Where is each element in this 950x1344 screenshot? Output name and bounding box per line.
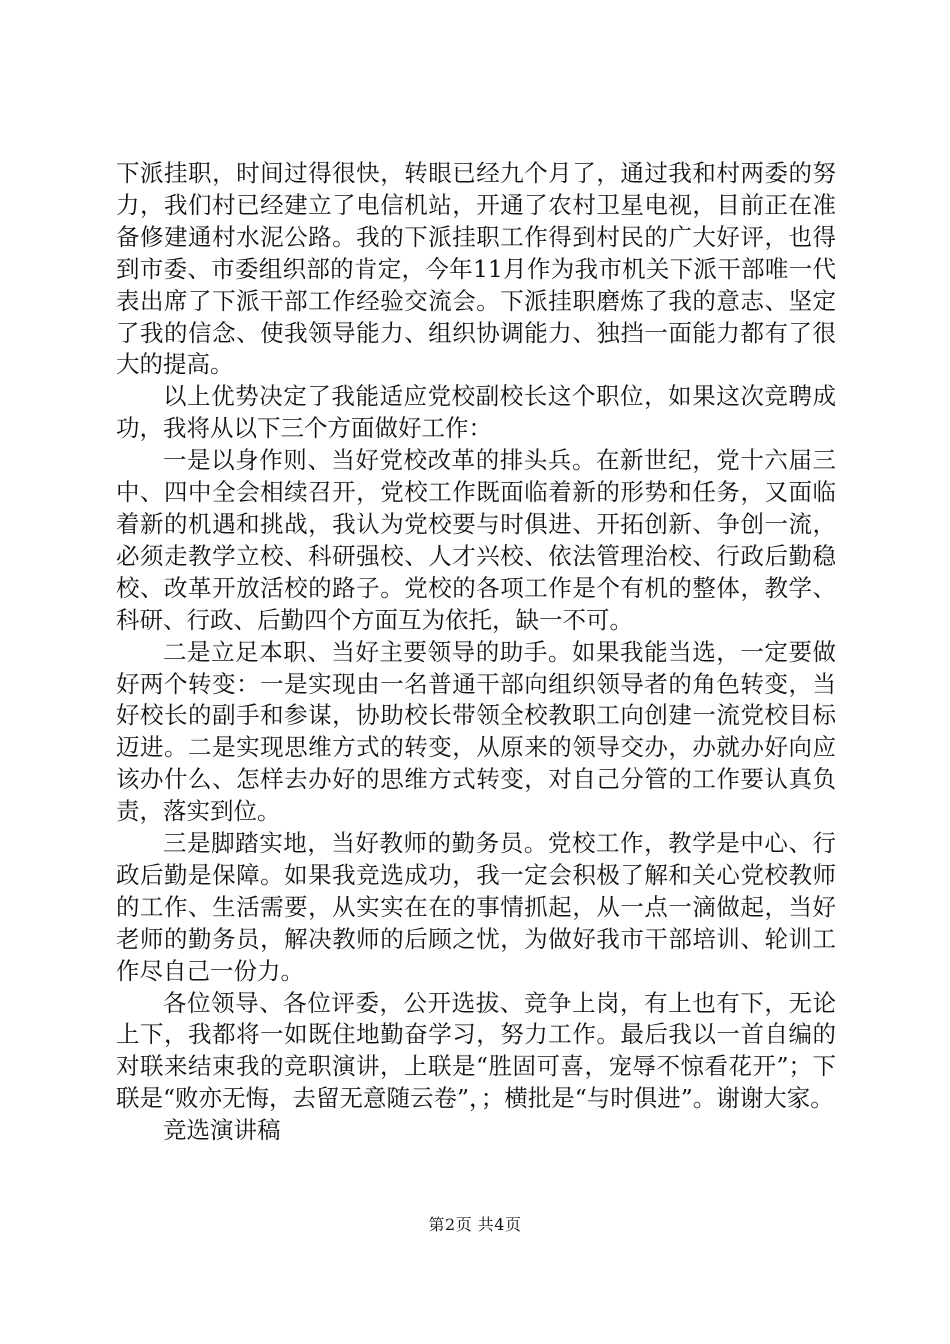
section-heading: 竞选演讲稿 xyxy=(163,1116,281,1145)
paragraph-point-three: 三是脚踏实地，当好教师的勤务员。党校工作，教学是中心、行政后勤是保障。如果我竞选成功，我一定会积极了解和关心党校教师的工作、生活需要，从实实在在的事情抓起，从一点一滴做起，当好老师的勤务员，解决教师的后顾之忧，为做好我市干部培训、轮训工作尽自己一份力。 xyxy=(116,829,836,985)
paragraph-closing: 各位领导、各位评委，公开选拔、竞争上岗，有上也有下，无论上下，我都将一如既住地勤奋学习，努力工作。最后我以一首自编的对联来结束我的竞职演讲，上联是“胜固可喜，宠辱不惊看花开”；下联是“败亦无悔，去留无意随云卷”，；横批是“与时俱进”。谢谢大家。 xyxy=(116,988,836,1113)
page-footer: 第2页 共4页 xyxy=(428,1215,522,1234)
paragraph-point-one: 一是以身作则、当好党校改革的排头兵。在新世纪，党十六届三中、四中全会相续召开，党校工作既面临着新的形势和任务，又面临着新的机遇和挑战，我认为党校要与时俱进、开拓创新、争创一流，必须走教学立校、科研强校、人才兴校、依法管理治校、行政后勤稳校、改革开放活校的路子。党校的各项工作是个有机的整体，教学、科研、行政、后勤四个方面互为依托，缺一不可。 xyxy=(116,446,836,634)
paragraph-advantages: 以上优势决定了我能适应党校副校长这个职位，如果这次竞聘成功，我将从以下三个方面做好工作： xyxy=(116,382,836,443)
paragraph-point-two: 二是立足本职、当好主要领导的助手。如果我能当选，一定要做好两个转变：一是实现由一名普通干部向组织领导者的角色转变，当好校长的副手和参谋，协助校长带领全校教职工向创建一流党校目标迈进。二是实现思维方式的转变，从原来的领导交办，办就办好向应该办什么、怎样去办好的思维方式转变，对自己分管的工作要认真负责，落实到位。 xyxy=(116,637,836,826)
paragraph-continuation: 下派挂职，时间过得很快，转眼已经九个月了，通过我和村两委的努力，我们村已经建立了电信机站，开通了农村卫星电视，目前正在准备修建通村水泥公路。我的下派挂职工作得到村民的广大好评，也得到市委、市委组织部的肯定，今年11月作为我市机关下派干部唯一代表出席了下派干部工作经验交流会。下派挂职磨炼了我的意志、坚定了我的信念、使我领导能力、组织协调能力、独挡一面能力都有了很大的提高。 xyxy=(116,159,836,379)
document-body xyxy=(116,158,836,1147)
